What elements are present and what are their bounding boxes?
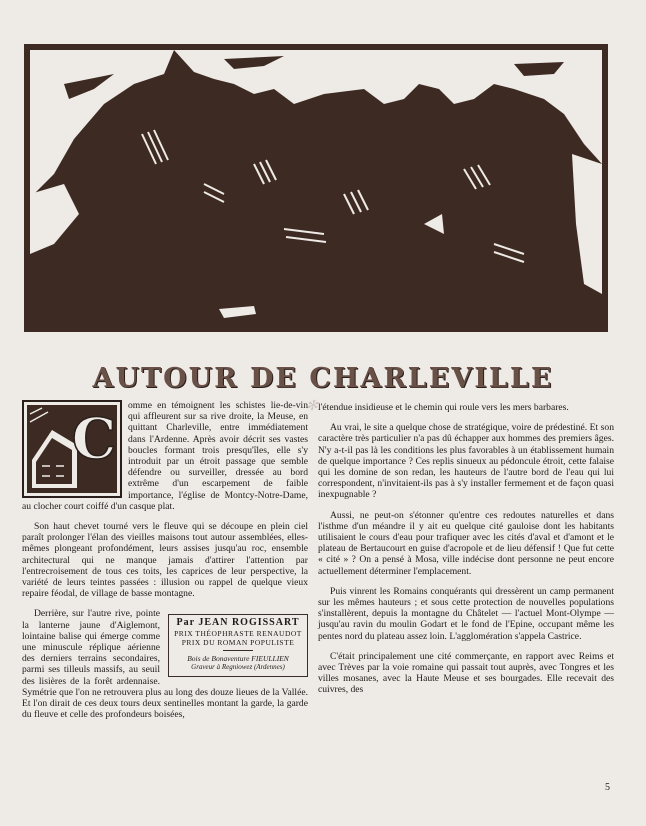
- divider: [223, 650, 253, 651]
- paragraph: Son haut chevet tourné vers le fleuve qui se découpe en plein ciel paraît prolonger l'élan des vieilles maisons tout autour assemblées, elles-mêmes plongeant profondément, leurs assises jusqu'au roc, ensemble architectural qui ne manque jamais d'attirer l'attention par l'entrecroisement de tous ces toits, les caprices de leur perspective, la variété de leurs teintes passées : illusion ou rappel de quelque vieux repaire féodal, de village de basse montagne.: [22, 521, 308, 600]
- article-title: AUTOUR DE CHARLEVILLE: [92, 363, 554, 394]
- author-name: Par JEAN ROGISSART: [176, 617, 300, 629]
- woodcut-credit: Bois de Bonaventure FIEULLIEN: [187, 654, 289, 664]
- prize-line: PRIX THÉOPHRASTE RENAUDOT: [174, 629, 302, 639]
- paragraph: C'était principalement une cité commerçante, en rapport avec Reims et avec Trèves par la voie romaine qui passait tout auprès, avec Tongres et les villes mosanes, avec la Haute Meuse et ses bourgades. Elle recevait des cuivres, des: [318, 650, 614, 696]
- paragraph: Derrière, sur l'autre rive, pointe la lanterne jaune d'Aiglemont, lointaine balise qui émerge comme une minuscule réplique aérienne des derniers terrains secondaires, parmi ses tilleuls massifs, au seuil des lisières de la forêt ardennaise. Symétrie que l'on ne retrouvera plus au long des douze lieues de la Vallée. Et l'on dirait de ces deux tours deux sentinelles montant la garde, la garde du fleuve et celle des profondeurs boisées,: [22, 608, 308, 721]
- stamp-mark: ✻: [306, 399, 318, 414]
- prize-line: PRIX DU ROMAN POPULISTE: [181, 638, 295, 648]
- author-credit-box: [168, 614, 308, 677]
- woodcut-illustration: [24, 44, 608, 332]
- engraver-credit: Graveur à Regniowez (Ardennes): [191, 663, 285, 672]
- paragraph: omme en témoignent les schistes lie-de-vin qui affleurent sur sa rive droite, la Meuse, en quittant Charleville, entre immédiatement dans l'Ardenne. Après avoir décrit ses vastes boucles formant trois presqu'îles, elle s'y introduit par un étroit passage que semble défendre ou surveiller, dressée au bord extrême d'un escarpement de faible importance, l'église de Montcy-Notre-Dame, au clocher court coiffé d'un casque plat.: [22, 400, 308, 512]
- paragraph: Puis vinrent les Romains conquérants qui dressèrent un camp permanent sur les mêmes hauteurs ; et sous cette protection de nouvelles populations s'installèrent, depuis la montagne du Châtelet — l'actuel Mont-Olympe — jusqu'au ravin du moulin Godart et le fond de l'Epine, occupant même les pentes nord du plateau assez loin. L'agglomération s'appela Castrice.: [318, 585, 614, 642]
- page-number: 5: [605, 782, 610, 793]
- paragraph: Aussi, ne peut-on s'étonner qu'entre ces redoutes naturelles et dans l'isthme d'un méandre il y ait eu quelque cité gauloise dont les habitants utilisaient le cours d'eau pour trafiquer avec les cités d'aval et d'amont et le plateau de Bertaucourt en guise d'acropole et de lieu défensif ! Que fut cette « cité » ? On a pensé à Mosa, ville indécise dont personne ne peut encore actuellement déterminer l'emplacement.: [318, 509, 614, 577]
- right-column: [318, 402, 614, 802]
- left-column: [22, 400, 308, 800]
- dropcap-letter: C: [71, 406, 117, 472]
- paragraph: l'étendue insidieuse et le chemin qui roule vers les mers barbares.: [318, 402, 569, 413]
- dropcap-woodcut: [22, 400, 122, 498]
- paragraph: Au vrai, le site a quelque chose de stratégique, voire de prédestiné. Et son caractère très particulier n'a pas dû échapper aux hommes des premiers âges. N'y a-t-il pas là les conditions les plus favorables à un établissement humain de quelque importance ? Ces replis sinueux au pédoncule étroit, cette falaise qui les domine de son redan, les hauteurs de l'autre bord de l'eau qui lui correspondent, n'invitaient-ils pas à s'y installer fermement et de façon quasi inexpugnable ?: [318, 422, 614, 501]
